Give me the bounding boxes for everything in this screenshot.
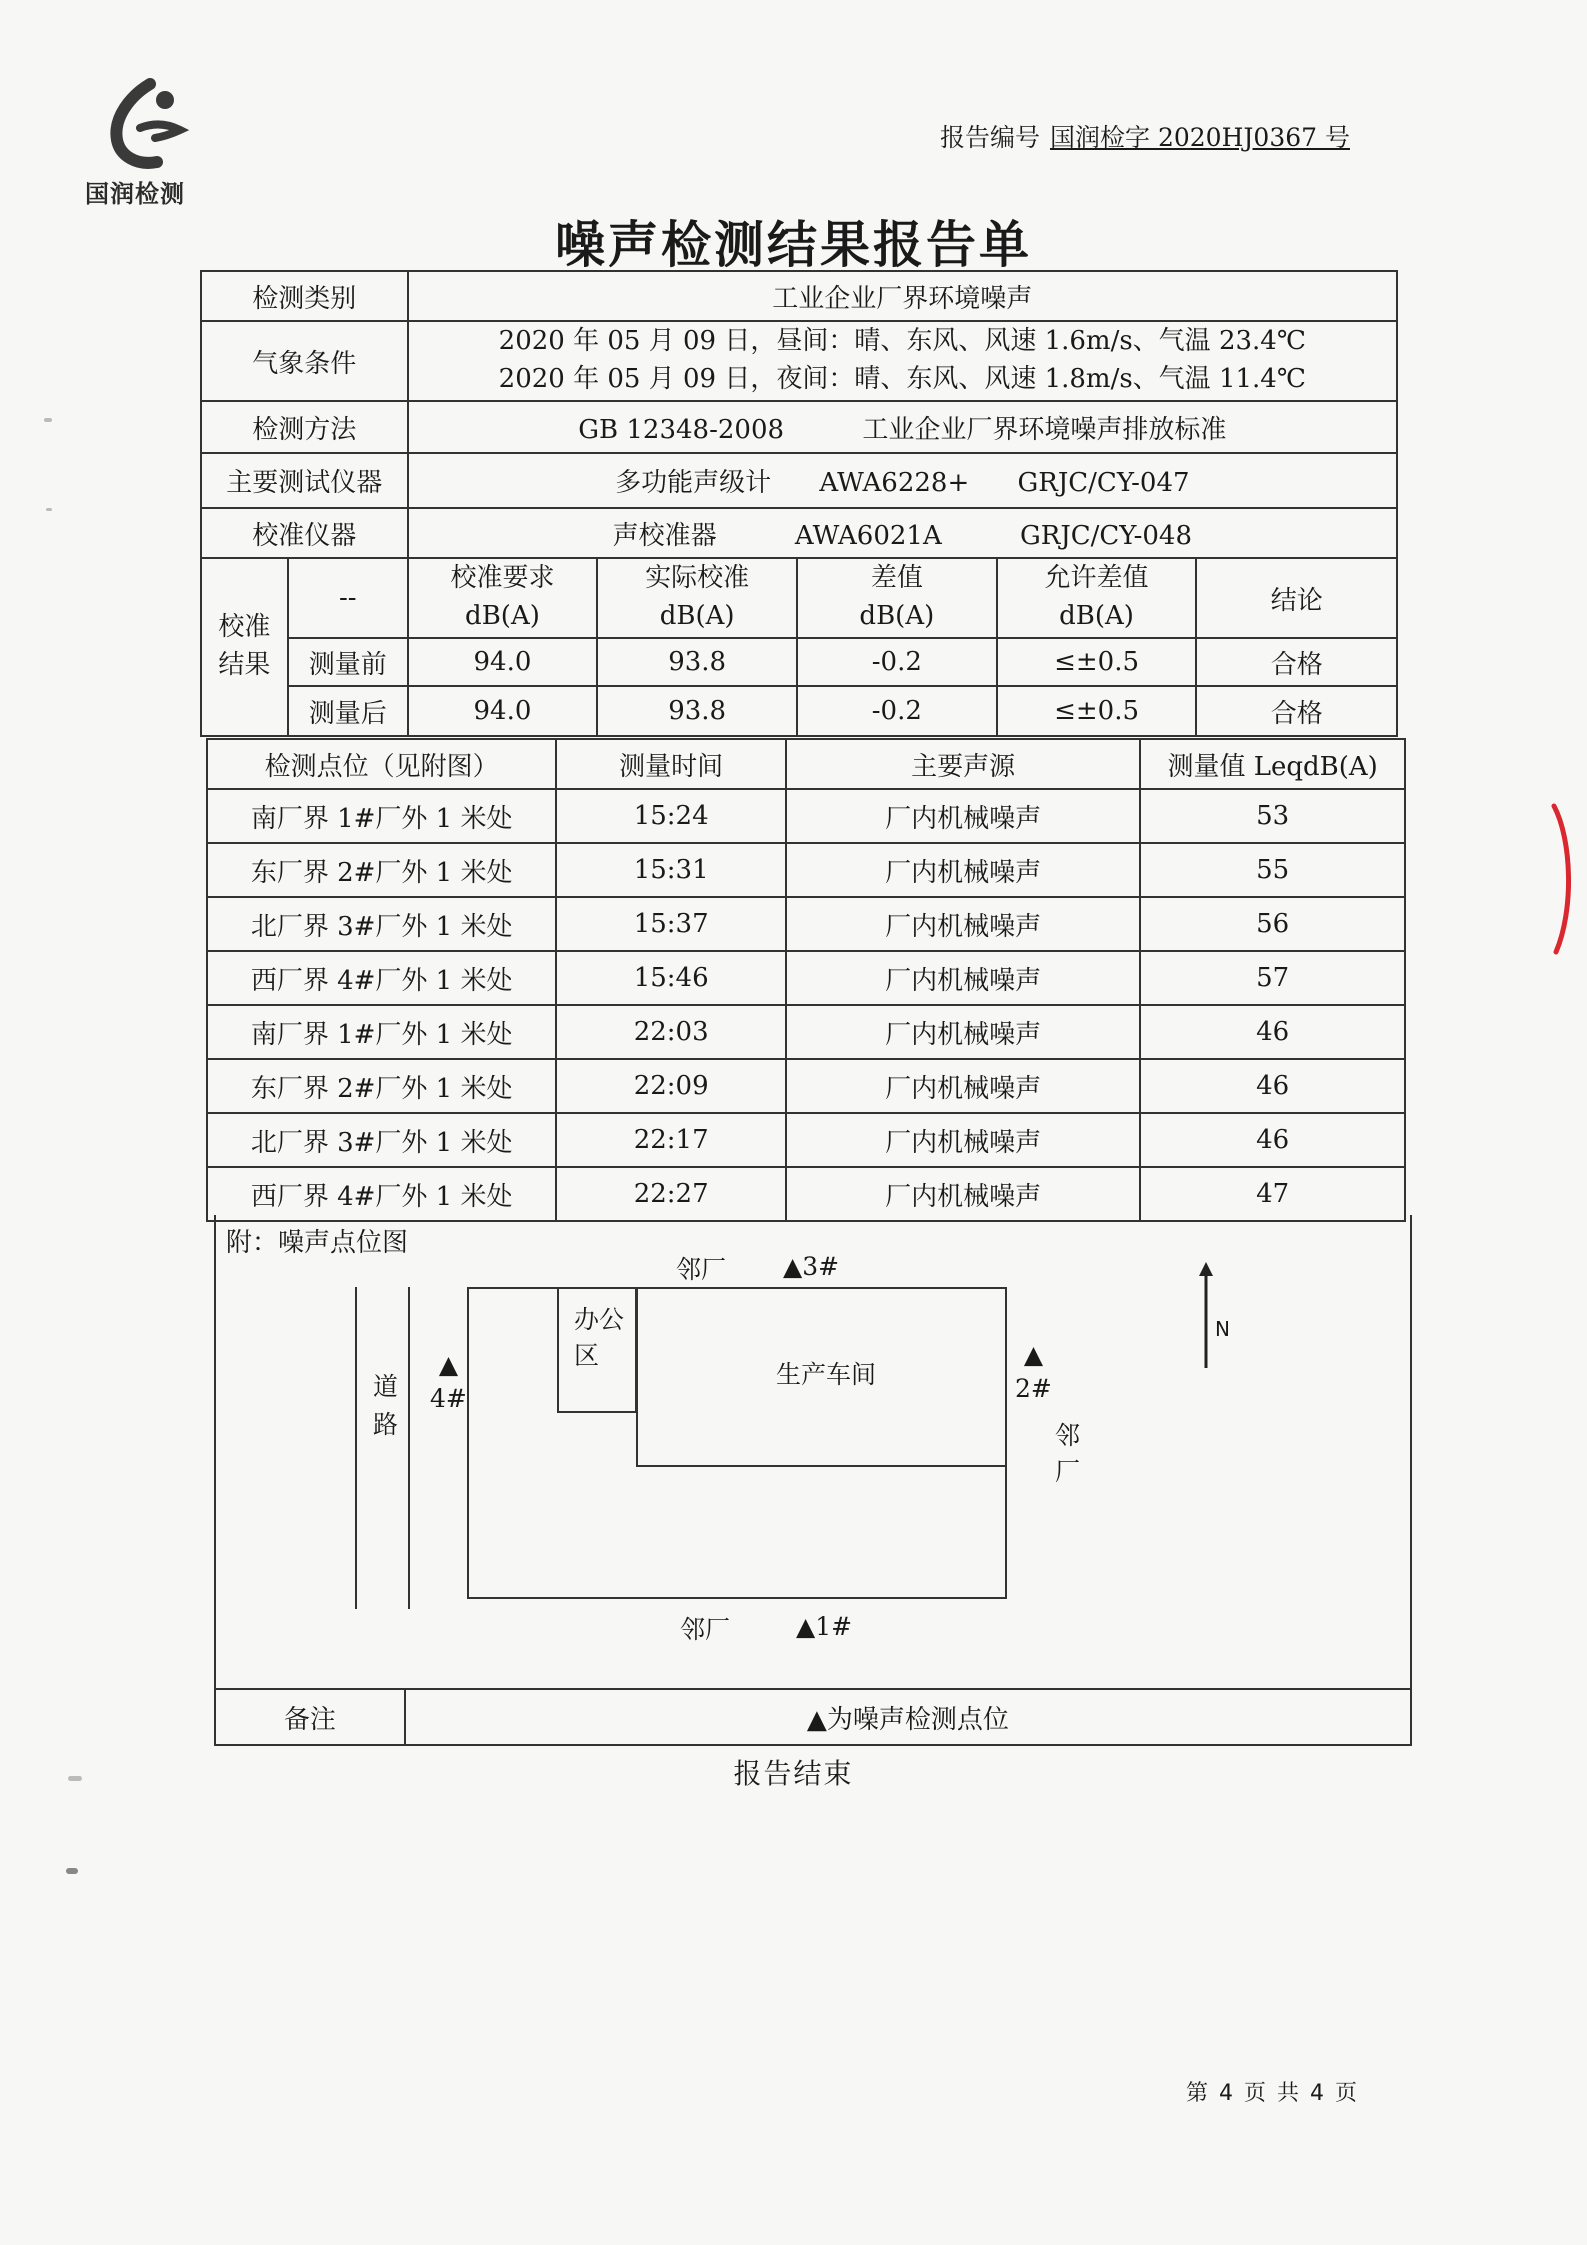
point-cell: 西厂界 4#厂外 1 米处 <box>207 1167 556 1221</box>
table-row <box>201 638 1397 686</box>
time-cell: 22:03 <box>556 1005 786 1059</box>
source-cell: 厂内机械噪声 <box>786 1167 1140 1221</box>
scan-speck <box>46 508 52 511</box>
source-cell: 厂内机械噪声 <box>786 1005 1140 1059</box>
calib-header-cell: 差值 dB(A) <box>797 558 997 638</box>
instrument-name: 多功能声级计 <box>615 468 772 498</box>
measure-header-cell: 测量值 LeqdB(A) <box>1140 739 1405 789</box>
value-cell: 46 <box>1140 1005 1405 1059</box>
point-cell: 东厂界 2#厂外 1 米处 <box>207 843 556 897</box>
road-line-left <box>355 1287 357 1609</box>
calib-header-cell: 结论 <box>1196 558 1397 638</box>
page-number: 第 4 页 共 4 页 <box>1186 2081 1357 2106</box>
workshop-label: 生产车间 <box>776 1360 877 1389</box>
point-cell: 东厂界 2#厂外 1 米处 <box>207 1059 556 1113</box>
time-cell: 15:31 <box>556 843 786 897</box>
point-2-label: ▲ 2# <box>1015 1340 1052 1403</box>
source-cell: 厂内机械噪声 <box>786 897 1140 951</box>
source-cell: 厂内机械噪声 <box>786 1059 1140 1113</box>
table-row <box>201 271 1397 321</box>
logo-mark-icon <box>105 78 195 173</box>
weather-day: 2020 年 05 月 09 日，昼间：晴、东风、风速 1.6m/s、气温 23.4℃ <box>498 326 1306 357</box>
table-row <box>207 739 1405 789</box>
measure-header-cell: 测量时间 <box>556 739 786 789</box>
type-value: 工业企业厂界环境噪声 <box>408 271 1397 321</box>
measurement-table <box>206 738 1406 1222</box>
table-row <box>201 686 1397 736</box>
report-number <box>940 118 1350 154</box>
weather-value <box>408 321 1397 401</box>
calib-instrument-model: AWA6021A <box>794 520 942 551</box>
time-cell: 15:24 <box>556 789 786 843</box>
value-cell: 53 <box>1140 789 1405 843</box>
road-label: 道 路 <box>373 1372 399 1439</box>
type-label: 检测类别 <box>201 271 408 321</box>
company-logo <box>85 78 215 208</box>
calib-cell: ≤±0.5 <box>997 638 1197 686</box>
instrument-label: 主要测试仪器 <box>201 453 408 508</box>
source-cell: 厂内机械噪声 <box>786 843 1140 897</box>
calibration-group-label: 校准 结果 <box>201 558 288 736</box>
remarks-table <box>214 1688 1412 1746</box>
calib-cell: 合格 <box>1196 638 1397 686</box>
scan-speck <box>66 1868 78 1874</box>
point-cell: 南厂界 1#厂外 1 米处 <box>207 789 556 843</box>
point-cell: 北厂界 3#厂外 1 米处 <box>207 1113 556 1167</box>
value-cell: 46 <box>1140 1113 1405 1167</box>
remarks-label: 备注 <box>215 1689 405 1745</box>
table-row <box>201 508 1397 558</box>
calib-row-label: 测量后 <box>288 686 408 736</box>
road-line-right <box>408 1287 410 1609</box>
table-row <box>201 401 1397 453</box>
report-end: 报告结束 <box>733 1757 854 1790</box>
source-cell: 厂内机械噪声 <box>786 789 1140 843</box>
calib-cell: ≤±0.5 <box>997 686 1197 736</box>
calib-cell: 94.0 <box>408 686 598 736</box>
table-row <box>201 453 1397 508</box>
point-1-label: ▲1# <box>796 1612 853 1641</box>
calib-instrument-id: GRJC/CY-048 <box>1019 520 1193 551</box>
point-4-label: ▲ 4# <box>430 1350 467 1413</box>
calib-header-cell: 校准要求 dB(A) <box>408 558 598 638</box>
office-label: 办公 区 <box>574 1305 625 1371</box>
report-number-label: 报告编号 <box>940 123 1041 152</box>
neighbor-south-label: 邻厂 <box>680 1615 731 1644</box>
page-title: 噪声检测结果报告单 <box>555 216 1032 274</box>
source-cell: 厂内机械噪声 <box>786 1113 1140 1167</box>
calib-cell: 94.0 <box>408 638 598 686</box>
method-code: GB 12348-2008 <box>578 414 785 445</box>
calib-header-cell: 允许差值 dB(A) <box>997 558 1197 638</box>
measure-header-cell: 检测点位（见附图） <box>207 739 556 789</box>
north-label: N <box>1215 1317 1230 1341</box>
table-row <box>201 321 1397 401</box>
source-cell: 厂内机械噪声 <box>786 951 1140 1005</box>
point-3-label: ▲3# <box>783 1252 840 1281</box>
instrument-value <box>408 453 1397 508</box>
remarks-value: ▲为噪声检测点位 <box>405 1689 1411 1745</box>
value-cell: 55 <box>1140 843 1405 897</box>
calib-cell: 93.8 <box>597 686 797 736</box>
table-row <box>201 558 1397 638</box>
instrument-id: GRJC/CY-047 <box>1017 468 1190 498</box>
table-row <box>207 1059 1405 1113</box>
point-cell: 西厂界 4#厂外 1 米处 <box>207 951 556 1005</box>
time-cell: 15:46 <box>556 951 786 1005</box>
point-cell: 北厂界 3#厂外 1 米处 <box>207 897 556 951</box>
value-cell: 47 <box>1140 1167 1405 1221</box>
calib-cell: -0.2 <box>797 686 997 736</box>
time-cell: 22:27 <box>556 1167 786 1221</box>
table-row <box>207 1113 1405 1167</box>
calib-cell: -0.2 <box>797 638 997 686</box>
calib-instrument-label: 校准仪器 <box>201 508 408 558</box>
logo-text: 国润检测 <box>85 180 185 208</box>
value-cell: 56 <box>1140 897 1405 951</box>
method-name: 工业企业厂界环境噪声排放标准 <box>862 414 1227 445</box>
table-row <box>207 789 1405 843</box>
weather-night: 2020 年 05 月 09 日，夜间：晴、东风、风速 1.8m/s、气温 11.4℃ <box>498 364 1306 394</box>
table-row <box>207 843 1405 897</box>
neighbor-east-label: 邻 厂 <box>1055 1421 1081 1487</box>
point-cell: 南厂界 1#厂外 1 米处 <box>207 1005 556 1059</box>
table-row <box>207 951 1405 1005</box>
calib-cell: 合格 <box>1196 686 1397 736</box>
measure-header-cell: 主要声源 <box>786 739 1140 789</box>
calib-instrument-value <box>408 508 1397 558</box>
method-value <box>408 401 1397 453</box>
time-cell: 15:37 <box>556 897 786 951</box>
time-cell: 22:17 <box>556 1113 786 1167</box>
scan-speck <box>44 418 52 422</box>
calib-header-cell: 实际校准 dB(A) <box>597 558 797 638</box>
table-row <box>207 897 1405 951</box>
calib-header-cell: -- <box>288 558 408 638</box>
value-cell: 46 <box>1140 1059 1405 1113</box>
report-number-value: 国润检字 2020HJ0367 号 <box>1050 123 1350 152</box>
scan-speck <box>68 1776 82 1781</box>
calib-row-label: 测量前 <box>288 638 408 686</box>
table-row <box>207 1167 1405 1221</box>
weather-label: 气象条件 <box>201 321 408 401</box>
seal-edge-icon <box>1550 800 1580 960</box>
diagram-title: 附：噪声点位图 <box>226 1228 409 1258</box>
table-row <box>207 1005 1405 1059</box>
calib-cell: 93.8 <box>597 638 797 686</box>
neighbor-north-label: 邻厂 <box>676 1255 727 1284</box>
time-cell: 22:09 <box>556 1059 786 1113</box>
method-label: 检测方法 <box>201 401 408 453</box>
instrument-model: AWA6228+ <box>819 468 970 498</box>
value-cell: 57 <box>1140 951 1405 1005</box>
calib-instrument-name: 声校准器 <box>612 520 717 551</box>
info-table <box>200 270 1398 737</box>
table-row <box>215 1689 1411 1745</box>
